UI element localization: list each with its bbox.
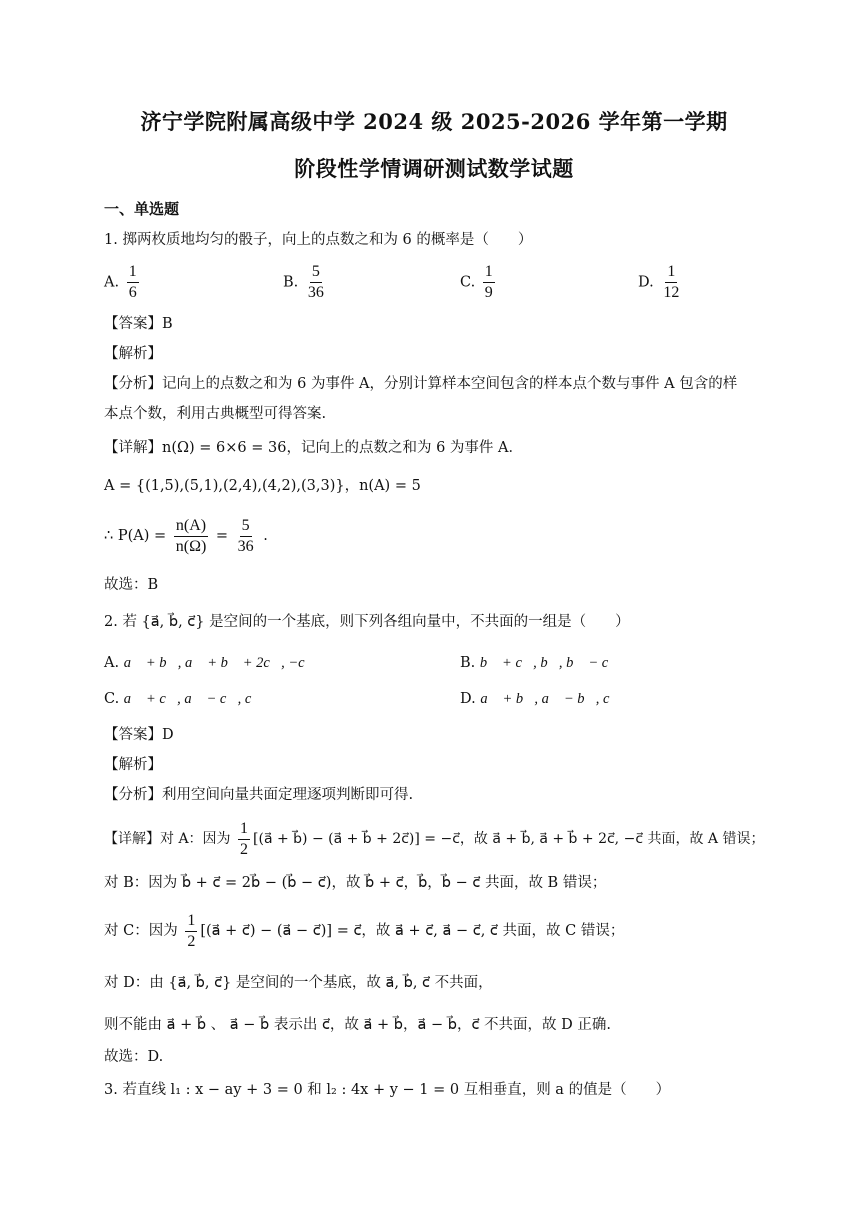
half-fraction: $\frac{1}{2}$ [240, 819, 249, 858]
q1-option-b [283, 262, 329, 303]
q1-detail-1: 【详解】n(Ω) = 6×6 = 36，记向上的点数之和为 6 为事件 A． [104, 440, 523, 456]
q2-option-b [460, 655, 619, 672]
option-fraction: $\frac{1}{6}$ [128, 263, 137, 301]
q2-jiexi: 【解析】 [104, 757, 162, 773]
option-letter: A. [104, 274, 120, 291]
half-fraction: $\frac{1}{2}$ [187, 911, 196, 950]
q2-option-c [104, 691, 263, 708]
q2-detail-a [104, 818, 808, 860]
option-letter: B. [460, 655, 476, 671]
q1-analysis-1: 【分析】记向上的点数之和为 6 为事件 A，分别计算样本空间包含的样本点个数与事件 A 包含的样 [104, 376, 738, 392]
period: . [263, 528, 268, 544]
q2-conclusion: 故选：D. [104, 1049, 164, 1065]
q2-answer: 【答案】D [104, 727, 174, 743]
detail-prefix: 对 C：因为 [104, 923, 178, 939]
section-heading: 一、单选题 [104, 200, 180, 218]
equals-sign: = [215, 528, 229, 544]
q1-option-a [104, 262, 142, 303]
option-text: a⃗ + b⃗, a⃗ − b⃗, c⃗ [480, 691, 621, 707]
option-text: a⃗ + b⃗, a⃗ + b⃗ + 2c⃗, −c⃗ [123, 655, 316, 671]
q1-jiexi: 【解析】 [104, 346, 162, 362]
q2-option-d [460, 691, 621, 708]
q2-detail-e: 则不能由 a⃗ + b⃗ 、 a⃗ − b⃗ 表示出 c⃗，故 a⃗ + b⃗，a⃗ − b⃗，c⃗ 不共面，故 D 正确. [104, 1017, 611, 1033]
option-letter: D. [460, 691, 476, 707]
q2-detail-c [104, 910, 808, 952]
probability-prefix: ∴ P(A) = [104, 528, 167, 544]
option-letter: A. [104, 655, 120, 671]
detail-rest: [(a⃗ + c⃗) − (a⃗ − c⃗)] = c⃗，故 a⃗ + c⃗, a⃗ − c⃗, c⃗ 共面，故 C 错误； [200, 923, 625, 939]
detail-rest: [(a⃗ + b⃗) − (a⃗ + b⃗ + 2c⃗)] = −c⃗，故 a⃗ + b⃗, a⃗ + b⃗ + 2c⃗, −c⃗ 共面，故 A 错误； [253, 831, 765, 847]
option-text: a⃗ + c⃗, a⃗ − c⃗, c⃗ [123, 691, 263, 707]
q1-stem: 1. 掷两枚质地均匀的骰子，向上的点数之和为 6 的概率是（ ） [104, 232, 533, 248]
probability-fraction: $\frac{n(A)}{n(\Omega)}$ [175, 516, 207, 555]
option-fraction: $\frac{1}{12}$ [663, 263, 680, 301]
option-letter: D. [638, 274, 654, 291]
title-line-1: 济宁学院附属高级中学 2024 级 2025-2026 学年第一学期 [140, 109, 728, 134]
option-letter: C. [460, 274, 476, 291]
q1-option-c [460, 262, 498, 303]
option-letter: C. [104, 691, 120, 707]
option-text: b⃗ + c⃗, b⃗, b⃗ − c⃗ [479, 655, 620, 671]
q2-detail-b: 对 B：因为 b⃗ + c⃗ = 2b⃗ − (b⃗ − c⃗)，故 b⃗ + c⃗，b⃗，b⃗ − c⃗ 共面，故 B 错误； [104, 875, 607, 891]
q1-answer: 【答案】B [104, 316, 173, 332]
option-fraction: $\frac{5}{36}$ [307, 263, 324, 301]
q1-detail-3 [104, 515, 808, 557]
q2-detail-d: 对 D：由 {a⃗, b⃗, c⃗} 是空间的一个基底，故 a⃗, b⃗, c⃗ 不共面， [104, 975, 493, 991]
option-letter: B. [283, 274, 299, 291]
q1-detail-2: A = {(1,5),(5,1),(2,4),(4,2),(3,3)}，n(A) = 5 [104, 478, 421, 494]
q2-option-a [104, 655, 316, 672]
q1-conclusion: 故选：B [104, 577, 159, 593]
result-fraction: $\frac{5}{36}$ [237, 516, 254, 555]
q2-stem: 2. 若 {a⃗, b⃗, c⃗} 是空间的一个基底，则下列各组向量中，不共面的一组是（ ） [104, 614, 630, 630]
title-line-2: 阶段性学情调研测试数学试题 [294, 156, 574, 181]
q2-analysis: 【分析】利用空间向量共面定理逐项判断即可得. [104, 787, 414, 803]
q3-stem: 3. 若直线 l₁ : x − ay + 3 = 0 和 l₂ : 4x + y − 1 = 0 互相垂直，则 a 的值是（ ） [104, 1082, 671, 1098]
q1-analysis-2: 本点个数，利用古典概型可得答案. [104, 406, 327, 422]
q1-option-d [638, 262, 684, 303]
option-fraction: $\frac{1}{9}$ [484, 263, 493, 301]
detail-prefix: 【详解】对 A：因为 [104, 831, 231, 847]
